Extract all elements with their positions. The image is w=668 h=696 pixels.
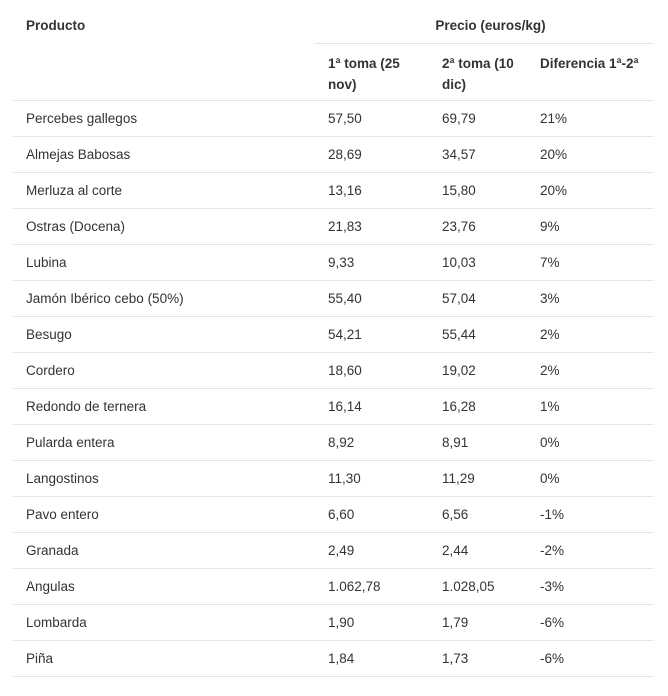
cell-toma1: 18,60 [315,353,429,389]
table-row [13,641,653,677]
cell-toma2: 23,76 [429,209,527,245]
cell-diferencia: 3% [527,281,653,317]
table-row [13,569,653,605]
cell-diferencia: -6% [527,641,653,677]
cell-toma1: 1,90 [315,605,429,641]
cell-toma2: 55,44 [429,317,527,353]
cell-toma2: 2,44 [429,533,527,569]
cell-toma1: 57,50 [315,101,429,137]
table-row [13,425,653,461]
header-row-2 [13,44,653,101]
cell-producto: Cordero [13,353,315,389]
cell-diferencia: 7% [527,245,653,281]
cell-toma1: 28,69 [315,137,429,173]
header-toma2: 2ª toma (10 dic) [429,44,527,101]
cell-producto: Lombarda [13,605,315,641]
cell-diferencia: 2% [527,317,653,353]
cell-toma2: 15,80 [429,173,527,209]
header-row-1 [13,8,653,44]
cell-toma2: 8,91 [429,425,527,461]
cell-diferencia: 1% [527,389,653,425]
cell-diferencia: 20% [527,173,653,209]
cell-diferencia: 20% [527,137,653,173]
table-row [13,497,653,533]
cell-toma1: 2,49 [315,533,429,569]
cell-toma1: 1.062,78 [315,569,429,605]
cell-diferencia: 0% [527,461,653,497]
cell-toma2: 1,79 [429,605,527,641]
table-row [13,461,653,497]
price-table [13,8,653,677]
table-row [13,245,653,281]
cell-toma2: 19,02 [429,353,527,389]
table-row [13,353,653,389]
cell-toma2: 1,73 [429,641,527,677]
price-table-container [13,8,653,677]
cell-toma1: 1,84 [315,641,429,677]
cell-toma1: 55,40 [315,281,429,317]
cell-toma2: 16,28 [429,389,527,425]
cell-toma1: 6,60 [315,497,429,533]
cell-producto: Ostras (Docena) [13,209,315,245]
cell-producto: Pavo entero [13,497,315,533]
cell-toma2: 34,57 [429,137,527,173]
cell-toma1: 16,14 [315,389,429,425]
cell-producto: Pularda entera [13,425,315,461]
cell-toma2: 11,29 [429,461,527,497]
table-row [13,173,653,209]
cell-diferencia: -3% [527,569,653,605]
cell-toma2: 6,56 [429,497,527,533]
cell-producto: Piña [13,641,315,677]
cell-toma1: 11,30 [315,461,429,497]
table-body [13,101,653,677]
cell-toma2: 10,03 [429,245,527,281]
cell-toma1: 13,16 [315,173,429,209]
cell-diferencia: -1% [527,497,653,533]
table-row [13,209,653,245]
cell-producto: Almejas Babosas [13,137,315,173]
cell-producto: Jamón Ibérico cebo (50%) [13,281,315,317]
cell-diferencia: 21% [527,101,653,137]
table-row [13,317,653,353]
cell-toma1: 54,21 [315,317,429,353]
header-blank [13,44,315,101]
header-producto: Producto [26,18,86,34]
cell-diferencia: 2% [527,353,653,389]
table-row [13,137,653,173]
table-row [13,533,653,569]
cell-toma2: 57,04 [429,281,527,317]
cell-toma1: 21,83 [315,209,429,245]
cell-toma1: 8,92 [315,425,429,461]
table-row [13,605,653,641]
cell-producto: Redondo de ternera [13,389,315,425]
cell-diferencia: 0% [527,425,653,461]
cell-toma2: 69,79 [429,101,527,137]
cell-toma2: 1.028,05 [429,569,527,605]
header-precio: Precio (euros/kg) [315,8,653,44]
header-diferencia: Diferencia 1ª-2ª [527,44,653,101]
table-row [13,281,653,317]
header-toma1: 1ª toma (25 nov) [315,44,429,101]
table-row [13,389,653,425]
cell-producto: Lubina [13,245,315,281]
cell-diferencia: 9% [527,209,653,245]
cell-producto: Langostinos [13,461,315,497]
cell-diferencia: -6% [527,605,653,641]
cell-diferencia: -2% [527,533,653,569]
cell-producto: Angulas [13,569,315,605]
cell-producto: Percebes gallegos [13,101,315,137]
cell-producto: Granada [13,533,315,569]
cell-producto: Merluza al corte [13,173,315,209]
cell-toma1: 9,33 [315,245,429,281]
cell-producto: Besugo [13,317,315,353]
table-row [13,101,653,137]
